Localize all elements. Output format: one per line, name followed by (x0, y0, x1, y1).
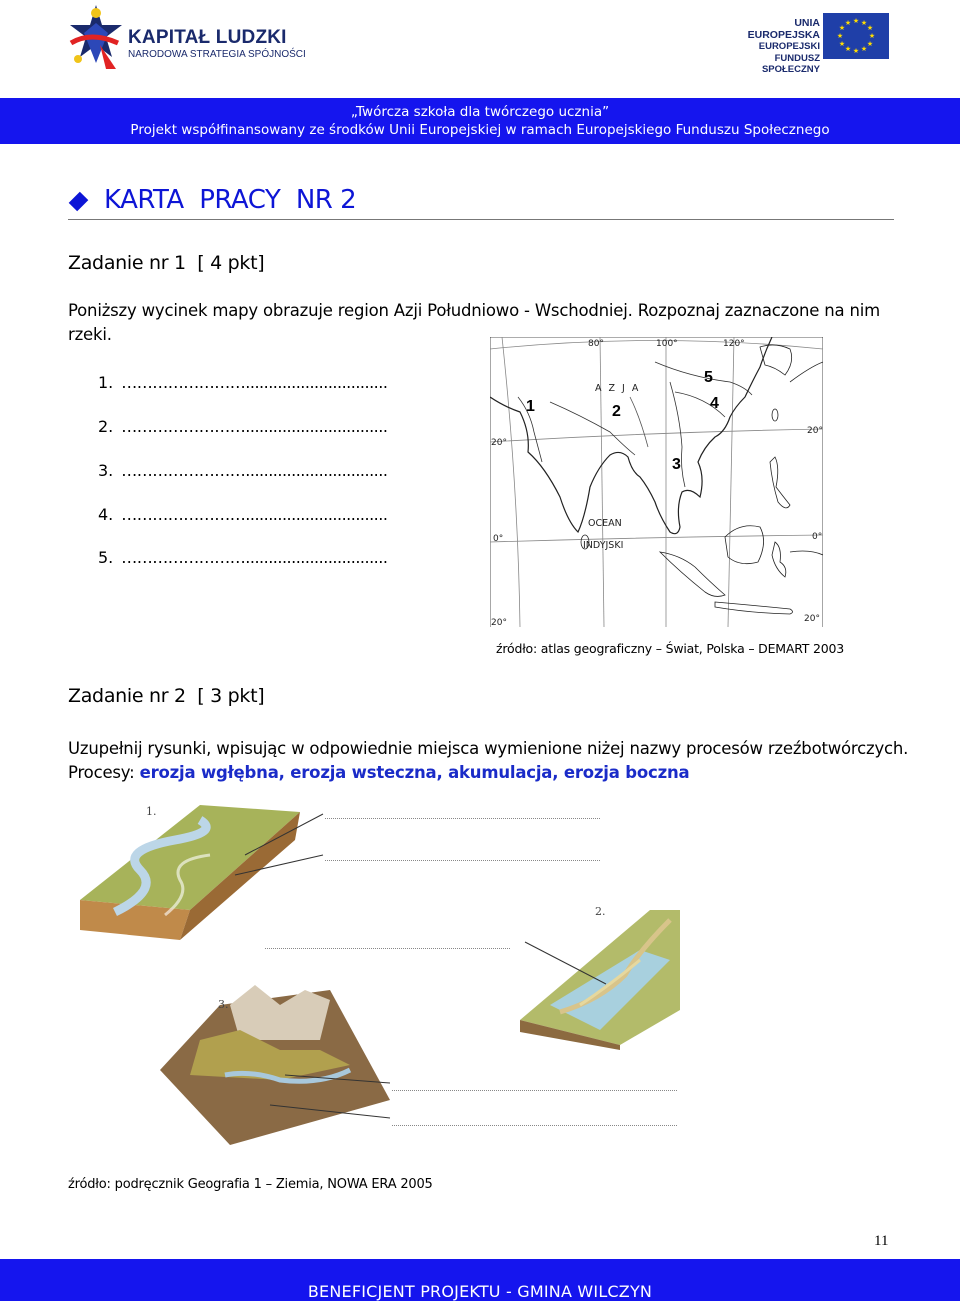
title-divider (68, 219, 894, 220)
answer-blank-block3-b[interactable] (392, 1125, 677, 1126)
svg-text:★: ★ (860, 45, 868, 53)
landform-illustrations (80, 800, 680, 1150)
answer-blank[interactable]: ……………………............................... (121, 461, 388, 480)
answer-line-4[interactable] (98, 505, 387, 524)
answer-line-5[interactable] (98, 548, 387, 567)
svg-text:20°: 20° (804, 614, 820, 624)
block-1-meander (80, 805, 300, 940)
answer-blank[interactable]: ……………………............................... (121, 417, 388, 436)
map-marker-3: 3 (672, 456, 681, 473)
answer-number: 2. (98, 417, 114, 436)
svg-text:0°: 0° (493, 534, 504, 544)
svg-text:OCEAN: OCEAN (588, 518, 622, 529)
task1-instruction-line2: rzeki. (68, 325, 112, 344)
diamond-bullet-icon (69, 192, 89, 212)
landform-diagrams (80, 800, 680, 1150)
map-marker-2: 2 (612, 403, 621, 420)
answer-number: 4. (98, 505, 114, 524)
page-number: 11 (874, 1233, 889, 1249)
answer-line-3[interactable] (98, 461, 387, 480)
svg-text:★: ★ (852, 47, 860, 55)
banner-line1: „Twórcza szkoła dla twórczego ucznia” (350, 104, 610, 120)
svg-text:★: ★ (866, 24, 874, 32)
answer-number: 1. (98, 373, 114, 392)
map-marker-4: 4 (710, 395, 719, 412)
task2-procesy (68, 763, 689, 782)
svg-text:20°: 20° (491, 618, 507, 627)
procesy-label: Procesy: (68, 763, 135, 782)
answer-blank[interactable]: ……………………............................... (121, 373, 388, 392)
answer-blank-block1-a[interactable] (325, 818, 600, 819)
southeast-asia-map (490, 337, 823, 627)
task2-source: źródło: podręcznik Geografia 1 – Ziemia, NOWA ERA 2005 (68, 1177, 433, 1192)
svg-text:★: ★ (838, 40, 846, 48)
procesy-values: erozja wgłębna, erozja wsteczna, akumulacja, erozja boczna (139, 763, 690, 782)
svg-text:INDYJSKI: INDYJSKI (583, 540, 624, 551)
kapital-ludzki-title: KAPITAŁ LUDZKI (128, 27, 287, 48)
svg-text:★: ★ (844, 19, 852, 27)
svg-text:★: ★ (868, 32, 876, 40)
eu-logo-line2: EUROPEJSKI (758, 41, 820, 52)
diagram-label-3: 3. (218, 998, 229, 1011)
svg-text:A Z J A: A Z J A (595, 383, 641, 394)
footer-text: BENEFICJENT PROJEKTU - GMINA WILCZYN (307, 1282, 653, 1301)
svg-text:100°: 100° (656, 339, 678, 349)
svg-text:★: ★ (838, 24, 846, 32)
answer-blank-block2[interactable] (265, 948, 510, 949)
answer-blank-block1-b[interactable] (325, 860, 600, 861)
answer-blank-block3-a[interactable] (392, 1090, 677, 1091)
eu-logo-line1: UNIA EUROPEJSKA (747, 17, 820, 41)
eu-logo-text (725, 18, 820, 76)
answer-blank[interactable]: ……………………............................... (121, 505, 388, 524)
footer-banner (0, 1259, 960, 1301)
diagram-label-1: 1. (146, 805, 157, 818)
worksheet-title: KARTA PRACY NR 2 (104, 185, 357, 215)
svg-text:20°: 20° (807, 426, 823, 436)
answer-blank[interactable]: ……………………............................... (121, 548, 388, 567)
svg-text:0°: 0° (812, 532, 823, 542)
block-3-mountains (160, 985, 390, 1145)
block-2-delta (520, 910, 680, 1050)
task1-instruction-line1: Poniższy wycinek mapy obrazuje region Azji Południowo - Wschodniej. Rozpoznaj zaznaczone na nim (68, 301, 881, 320)
answer-number: 5. (98, 548, 114, 567)
svg-text:20°: 20° (491, 438, 507, 448)
task1-heading: Zadanie nr 1 [ 4 pkt] (68, 252, 265, 274)
svg-text:★: ★ (852, 17, 860, 25)
task2-heading: Zadanie nr 2 [ 3 pkt] (68, 685, 265, 707)
project-banner (0, 98, 960, 144)
eu-logo (725, 13, 895, 75)
svg-text:★: ★ (836, 32, 844, 40)
answer-line-2[interactable] (98, 417, 387, 436)
task1-source: źródło: atlas geograficzny – Świat, Polska – DEMART 2003 (496, 641, 844, 656)
banner-line2: Projekt współfinansowany ze środków Unii Europejskiej w ramach Europejskiego Funduszu Społecznego (130, 122, 830, 138)
eu-logo-line3: FUNDUSZ SPOŁECZNY (761, 52, 820, 75)
svg-text:★: ★ (860, 19, 868, 27)
answer-line-1[interactable] (98, 373, 387, 392)
kapital-ludzki-subtitle: NARODOWA STRATEGIA SPÓJNOŚCI (128, 49, 306, 60)
map-marker-5: 5 (704, 369, 713, 386)
task2-instruction: Uzupełnij rysunki, wpisując w odpowiednie miejsca wymienione niżej nazwy procesów rzeźbotwórczych. (68, 739, 909, 758)
map-drawing (490, 337, 823, 627)
kapital-ludzki-emblem-icon (66, 3, 126, 73)
map-marker-1: 1 (526, 398, 535, 415)
diagram-label-2: 2. (595, 905, 606, 918)
svg-text:★: ★ (844, 45, 852, 53)
map-lon-80: 80° (588, 339, 604, 349)
svg-text:120°: 120° (723, 339, 745, 349)
svg-text:★: ★ (866, 40, 874, 48)
kapital-ludzki-logo (66, 3, 306, 73)
eu-flag-icon (823, 13, 889, 59)
answer-number: 3. (98, 461, 114, 480)
